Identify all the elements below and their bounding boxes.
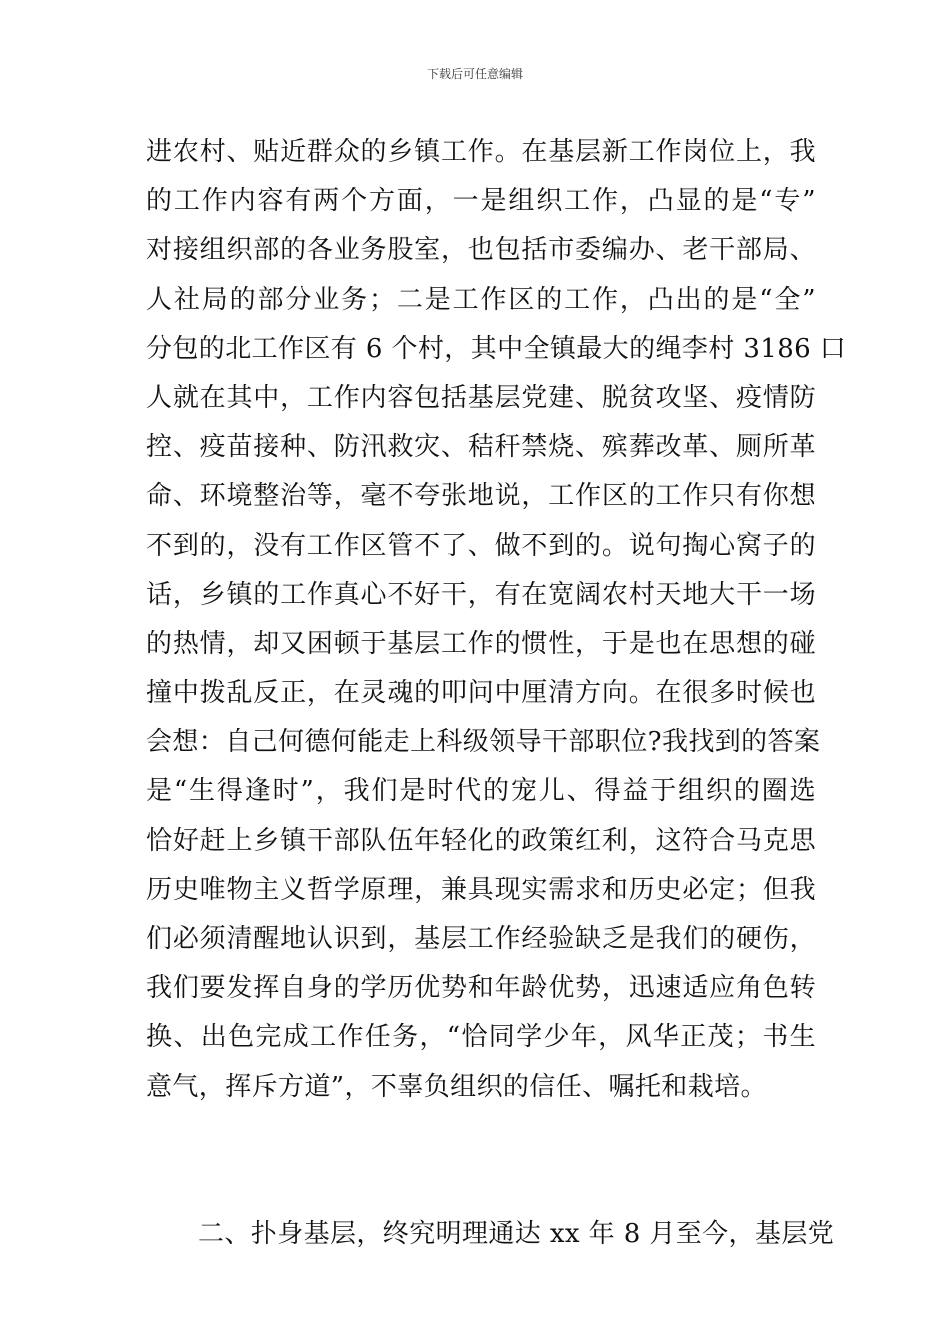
paragraph-1-line: 的热情，却又困顿于基层工作的惯性，于是也在思想的碰: [146, 628, 816, 659]
paragraph-1-line: 进农村、贴近群众的乡镇工作。在基层新工作岗位上，我: [146, 137, 816, 167]
paragraph-1-line: 我们要发挥自身的学历优势和年龄优势，迅速适应角色转: [146, 973, 816, 1004]
paragraph-1-line: 恰好赶上乡镇干部队伍年轻化的政策红利，这符合马克思: [146, 825, 816, 856]
paragraph-1-line: 命、环境整治等，毫不夸张地说，工作区的工作只有你想: [146, 481, 816, 512]
paragraph-1-last-line: 意气，挥斥方道”，不辜负组织的信任、嘱托和栽培。: [146, 1071, 767, 1102]
paragraph-1-line: 话，乡镇的工作真心不好干，有在宽阔农村天地大干一场: [146, 579, 816, 610]
paragraph-1-line: 不到的，没有工作区管不了、做不到的。说句掏心窝子的: [146, 530, 816, 561]
paragraph-1-line: 对接组织部的各业务股室，也包括市委编办、老干部局、: [146, 235, 816, 266]
page-header: 下载后可任意编辑: [426, 67, 523, 81]
paragraph-1-line: 撞中拨乱反正，在灵魂的叩问中厘清方向。在很多时候也: [146, 678, 816, 709]
paragraph-1-line: 换、出色完成工作任务，“恰同学少年，风华正茂；书生: [146, 1022, 816, 1053]
paragraph-1-line: 人社局的部分业务；二是工作区的工作，凸出的是“全”: [146, 284, 816, 315]
paragraph-1-line: 控、疫苗接种、防汛救灾、秸秆禁烧、殡葬改革、厕所革: [146, 432, 816, 463]
paragraph-1-line: 人就在其中，工作内容包括基层党建、脱贫攻坚、疫情防: [146, 382, 816, 413]
paragraph-1-line: 的工作内容有两个方面，一是组织工作，凸显的是“专”: [146, 186, 816, 217]
paragraph-1-line: 历史唯物主义哲学原理，兼具现实需求和历史必定；但我: [146, 874, 816, 905]
paragraph-2-line: 二、扑身基层，终究明理通达 xx 年 8 月至今，基层党: [198, 1218, 835, 1249]
paragraph-1-line: 们必须清醒地认识到，基层工作经验缺乏是我们的硬伤，: [146, 924, 816, 954]
paragraph-gap: [146, 1112, 816, 1210]
document-body: [146, 128, 847, 1259]
paragraph-1-line: 分包的北工作区有 6 个村，其中全镇最大的绳李村 3186 口: [146, 333, 847, 364]
paragraph-1-line: 会想：自己何德何能走上科级领导干部职位?我找到的答案: [146, 727, 821, 758]
paragraph-1-line: 是“生得逢时”，我们是时代的宠儿、得益于组织的圈选: [146, 776, 816, 807]
